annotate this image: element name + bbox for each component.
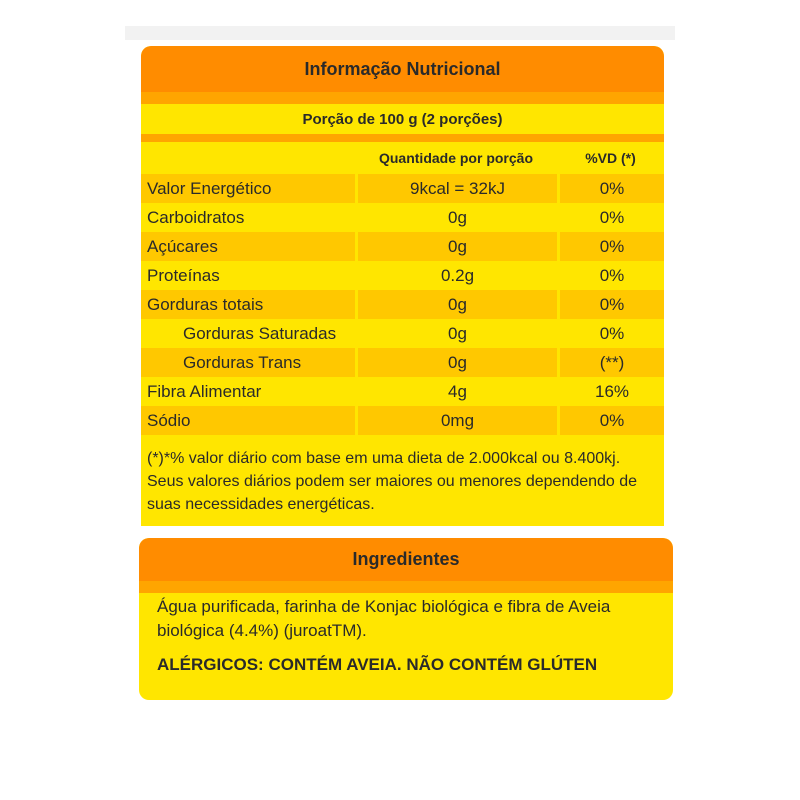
nutrient-amount: 4g [355,377,557,406]
column-headers [141,142,664,174]
allergens-warning: ALÉRGICOS: CONTÉM AVEIA. NÃO CONTÉM GLÚTEN [157,655,598,674]
nutrient-amount: 0g [355,348,557,377]
table-row [141,232,664,261]
nutrient-amount: 9kcal = 32kJ [355,174,557,203]
header-strip [139,581,673,593]
nutrient-amount: 0g [355,232,557,261]
column-header-dv: %VD (*) [585,150,636,166]
header-strip [141,92,664,104]
ingredients-text: Água purificada, farinha de Konjac biológica e fibra de Aveia biológica (4.4%) (juroatTM). [157,597,611,640]
nutrient-amount: 0.2g [355,261,557,290]
table-row [141,348,664,377]
table-row [141,174,664,203]
nutrient-dv: 0% [557,406,664,435]
nutrient-name: Gorduras totais [141,290,355,319]
separator-band [141,134,664,142]
nutrition-table [141,174,664,435]
nutrient-name: Fibra Alimentar [147,381,262,401]
nutrient-name: Gorduras Trans [141,348,355,377]
nutrient-dv: 16% [557,377,664,406]
ingredients-title: Ingredientes [139,538,673,581]
table-row [141,377,664,406]
nutrient-amount: 0g [355,319,557,348]
footnote: (*)*% valor diário com base em uma dieta de 2.000kcal ou 8.400kj. Seus valores diários podem ser maiores ou menores dependendo de suas necessidades energéticas. [147,450,638,513]
table-row [141,290,664,319]
nutrient-dv: 0% [557,232,664,261]
table-row [141,406,664,435]
nutrient-dv: 0% [557,290,664,319]
nutrient-name: Açúcares [141,232,355,261]
ingredients-panel [139,538,673,700]
nutrient-name: Gorduras Saturadas [183,323,337,343]
portion-label: Porção de 100 g (2 porções) [141,104,664,134]
nutrient-amount: 0g [355,290,557,319]
table-row [141,203,664,232]
nutrient-name: Sódio [141,406,355,435]
table-row [141,261,664,290]
nutrient-dv: 0% [557,319,664,348]
nutrient-name: Proteínas [147,265,220,285]
top-bar [125,26,675,40]
nutrition-panel [141,46,664,526]
ingredients-body [139,593,673,677]
column-header-quantity: Quantidade por porção [378,150,533,166]
nutrient-name: Carboidratos [147,207,245,227]
nutrient-name: Valor Energético [141,174,355,203]
nutrient-amount: 0g [355,203,557,232]
nutrient-dv: 0% [557,261,664,290]
nutrient-dv: (**) [557,348,664,377]
nutrient-amount: 0mg [355,406,557,435]
table-row [141,319,664,348]
nutrient-dv: 0% [557,174,664,203]
nutrition-title: Informação Nutricional [141,46,664,92]
nutrient-dv: 0% [557,203,664,232]
